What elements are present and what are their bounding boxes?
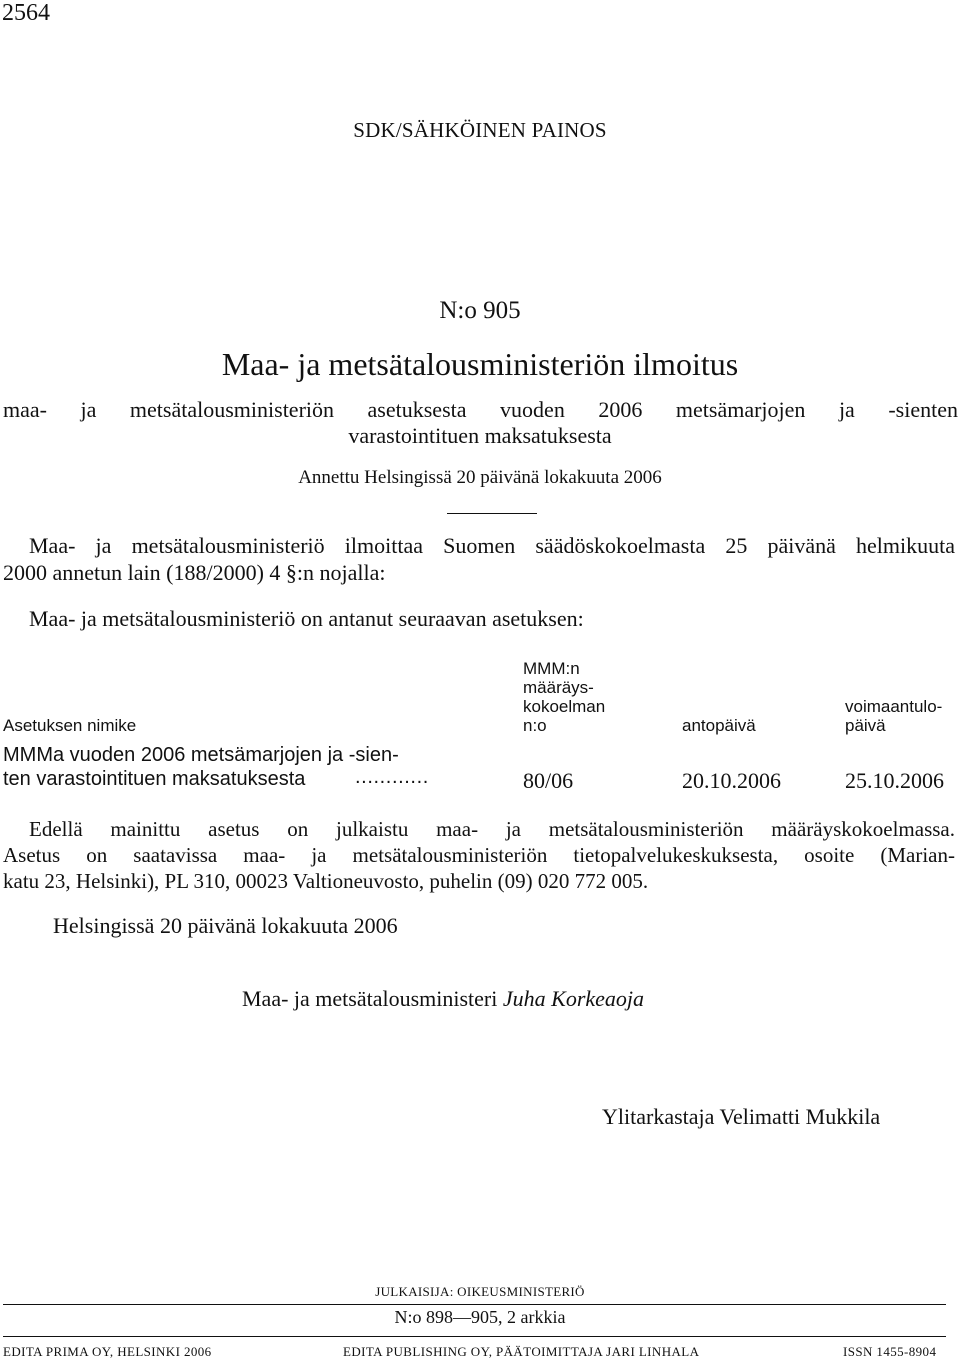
divider-rule (447, 513, 537, 514)
footer-rule-bottom (3, 1336, 946, 1337)
footer-issn: ISSN 1455-8904 (843, 1344, 937, 1359)
document-title: Maa- ja metsätalousministeriön ilmoitus (221, 346, 739, 382)
table-header-collection-2: määräys- (523, 678, 594, 697)
signer-role: Maa- ja metsätalousministeri (242, 986, 498, 1011)
signature-minister (242, 986, 644, 1012)
footer-editor: EDITA PUBLISHING OY, PÄÄTOIMITTAJA JARI LINHALA (343, 1344, 700, 1359)
table-row-name-1: MMMa vuoden 2006 metsämarjojen ja -sien- (3, 744, 399, 766)
table-header-name: Asetuksen nimike (3, 716, 137, 735)
table-row-name-2: ten varastointituen maksatuksesta (3, 768, 306, 790)
table-row-effective: 25.10.2006 (845, 768, 944, 793)
notice-line-3: katu 23, Helsinki), PL 310, 00023 Valtioneuvosto, puhelin (09) 020 772 005. (3, 869, 649, 893)
notice-line-2: Asetus on saatavissa maa- ja metsätalousministeriön tietopalvelukeskuksesta, osoite (Marian- (3, 843, 955, 867)
table-header-issued: antopäivä (682, 716, 756, 735)
footer-rule-top (3, 1304, 946, 1305)
publisher-label: JULKAISIJA: OIKEUSMINISTERIÖ (375, 1284, 585, 1299)
given-date: Annettu Helsingissä 20 päivänä lokakuuta 2006 (298, 467, 662, 488)
table-header-collection-1: MMM:n (523, 659, 580, 678)
issue-info: N:o 898—905, 2 arkkia (394, 1307, 566, 1327)
table-header-collection-4: n:o (523, 716, 547, 735)
footer-printer: EDITA PRIMA OY, HELSINKI 2006 (3, 1344, 212, 1359)
table-row-leader: ............ (355, 766, 429, 788)
subtitle-line-2: varastointituen maksatuksesta (348, 423, 612, 448)
intro-paragraph-2: Maa- ja metsätalousministeriö on antanut seuraavan asetuksen: (29, 606, 584, 631)
subtitle-line-1: maa- ja metsätalousministeriön asetuksesta vuoden 2006 metsämarjojen ja -sienten (3, 397, 958, 422)
signature-inspector: Ylitarkastaja Velimatti Mukkila (602, 1104, 881, 1129)
intro-line-1: Maa- ja metsätalousministeriö ilmoittaa Suomen säädöskokoelmasta 25 päivänä helmikuuta (29, 533, 955, 558)
page-number: 2564 (2, 0, 50, 26)
signer-name: Juha Korkeaoja (502, 986, 645, 1011)
intro-line-2: 2000 annetun lain (188/2000) 4 §:n nojalla: (3, 560, 386, 585)
notice-line-1: Edellä mainittu asetus on julkaistu maa- ja metsätalousministeriön määräyskokoelmassa. (29, 817, 955, 841)
table-header-effective-1: voimaantulo- (845, 697, 943, 716)
table-header-collection-3: kokoelman (523, 697, 606, 716)
table-row-number: 80/06 (523, 768, 574, 793)
edition-label: SDK/SÄHKÖINEN PAINOS (353, 118, 607, 142)
table-header-effective-2: päivä (845, 716, 886, 735)
document-number: N:o 905 (439, 297, 521, 324)
place-date: Helsingissä 20 päivänä lokakuuta 2006 (53, 913, 398, 938)
table-row-issued: 20.10.2006 (682, 768, 781, 793)
